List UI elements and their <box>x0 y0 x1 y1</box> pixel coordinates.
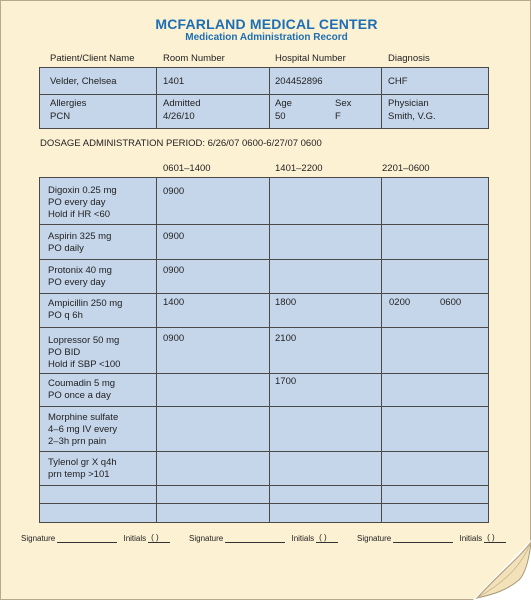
med-line: Tylenol gr X q4h <box>48 457 117 468</box>
initials-paren: ( ) <box>151 533 159 542</box>
med-line: PO every day <box>48 197 106 208</box>
shift-header-night: 2201–0600 <box>382 163 430 174</box>
grid-row-line <box>39 485 489 486</box>
sex-label: Sex <box>335 98 352 109</box>
dose-time: 1800 <box>275 297 297 308</box>
header-room-number: Room Number <box>163 53 225 64</box>
dose-time: 2100 <box>275 333 297 344</box>
med-line: PO every day <box>48 277 106 288</box>
patient-name: Velder, Chelsea <box>50 76 117 87</box>
med-row-coumadin <box>48 378 115 402</box>
med-row-ampicillin <box>48 298 122 322</box>
grid-row-line <box>39 327 489 328</box>
hospital-number: 204452896 <box>275 76 323 87</box>
med-line: 2–3h prn pain <box>48 436 107 447</box>
dose-time: 0200 <box>389 297 411 308</box>
shift-header-evening: 1401–2200 <box>275 163 323 174</box>
dose-time: 0600 <box>440 297 462 308</box>
age-label: Age <box>275 98 292 109</box>
med-line: Morphine sulfate <box>48 412 119 423</box>
dose-time: 0900 <box>163 265 185 276</box>
room-number: 1401 <box>163 76 185 87</box>
med-line: Hold if HR <60 <box>48 209 111 220</box>
med-line: Hold if SBP <100 <box>48 359 121 370</box>
dose-time: 0900 <box>163 333 185 344</box>
signature-line[interactable] <box>225 542 285 543</box>
diagnosis: CHF <box>388 76 408 87</box>
page-curl <box>473 540 531 600</box>
med-row-tylenol <box>48 457 117 481</box>
grid-row-line <box>39 224 489 225</box>
med-line: Lopressor 50 mg <box>48 335 120 346</box>
sex-value: F <box>335 111 341 122</box>
med-line: Protonix 40 mg <box>48 265 112 276</box>
initials-label: Initials <box>459 534 483 543</box>
signature-label: Signature <box>357 534 392 543</box>
grid-col-line-3 <box>381 177 382 523</box>
patient-panel-col-line-3 <box>381 67 382 129</box>
initials-label: Initials <box>291 534 315 543</box>
physician-label: Physician <box>388 98 429 109</box>
physician-value: Smith, V.G. <box>388 111 436 122</box>
dose-time: 1400 <box>163 297 185 308</box>
signature-block-1 <box>21 534 170 543</box>
grid-row-line <box>39 451 489 452</box>
grid-row-line <box>39 259 489 260</box>
med-line: Ampicillin 250 mg <box>48 298 123 309</box>
med-row-morphine <box>48 412 118 448</box>
initials-label: Initials <box>123 534 147 543</box>
grid-row-line <box>39 406 489 407</box>
signature-label: Signature <box>189 534 224 543</box>
header-diagnosis: Diagnosis <box>388 53 430 64</box>
initials-paren: ( ) <box>319 533 327 542</box>
grid-col-line-1 <box>156 177 157 523</box>
age-value: 50 <box>275 111 286 122</box>
dose-time: 0900 <box>163 231 185 242</box>
med-line: Coumadin 5 mg <box>48 378 116 389</box>
signature-line[interactable] <box>57 542 117 543</box>
med-row-lopressor <box>48 335 120 371</box>
header-patient-name: Patient/Client Name <box>50 53 135 64</box>
grid-row-line <box>39 373 489 374</box>
med-line: Aspirin 325 mg <box>48 231 112 242</box>
med-row-protonix <box>48 265 112 289</box>
grid-row-line <box>39 503 489 504</box>
dose-time: 1700 <box>275 376 297 387</box>
med-row-aspirin <box>48 231 111 255</box>
page-subtitle: Medication Administration Record <box>185 32 348 43</box>
initials-line[interactable] <box>316 533 338 543</box>
med-line: PO once a day <box>48 390 111 401</box>
med-line: 4–6 mg IV every <box>48 424 118 435</box>
signature-block-2 <box>189 534 338 543</box>
med-line: prn temp >101 <box>48 469 110 480</box>
signature-line[interactable] <box>393 542 453 543</box>
initials-paren: ( ) <box>487 533 495 542</box>
patient-panel-col-line-2 <box>269 67 270 129</box>
header-hospital-number: Hospital Number <box>275 53 346 64</box>
med-line: PO daily <box>48 243 84 254</box>
dose-time: 0900 <box>163 186 185 197</box>
allergies-value: PCN <box>50 111 71 122</box>
patient-panel-col-line-1 <box>156 67 157 129</box>
med-line: Digoxin 0.25 mg <box>48 185 117 196</box>
admitted-value: 4/26/10 <box>163 111 195 122</box>
allergies-label: Allergies <box>50 98 87 109</box>
signature-label: Signature <box>21 534 56 543</box>
grid-row-line <box>39 293 489 294</box>
shift-header-day: 0601–1400 <box>163 163 211 174</box>
med-line: PO q 6h <box>48 310 83 321</box>
admitted-label: Admitted <box>163 98 201 109</box>
patient-panel-divider <box>39 94 489 95</box>
med-line: PO BID <box>48 347 81 358</box>
page-title: MCFARLAND MEDICAL CENTER <box>155 16 378 32</box>
initials-line[interactable] <box>148 533 170 543</box>
med-row-digoxin <box>48 185 117 221</box>
dosage-period: DOSAGE ADMINISTRATION PERIOD: 6/26/07 0600-6/27/07 0600 <box>40 138 322 149</box>
grid-col-line-2 <box>269 177 270 523</box>
